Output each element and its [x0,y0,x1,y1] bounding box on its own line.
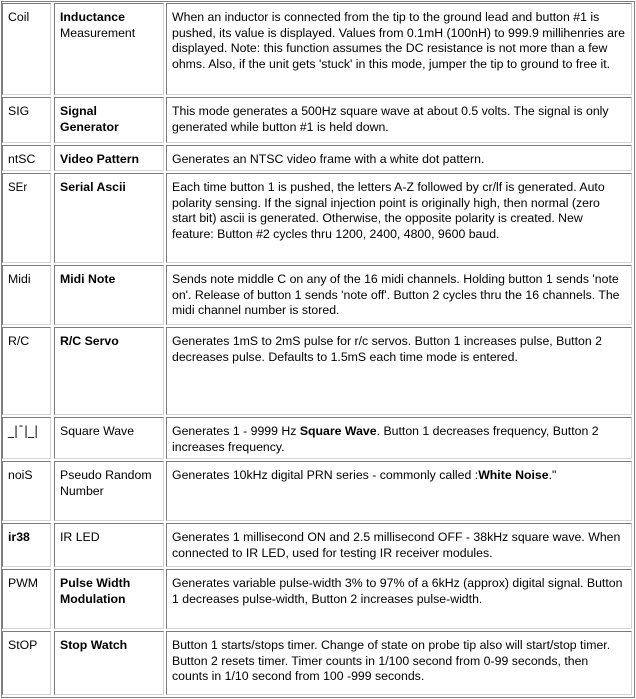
mode-code-cell [2,327,51,415]
mode-description-post: ." [548,468,557,482]
mode-description-cell [166,265,632,325]
mode-description: Generates an NTSC video frame with a white dot pattern. [172,152,485,166]
mode-description: Button 1 starts/stops timer. Change of state on probe tip also will start/stop timer. Button 2 resets timer. Timer counts in 1/100 second from 0-99 seconds, then counts in 1/10 second from 100 -999 seconds. [172,638,611,684]
mode-description-cell [166,523,632,567]
mode-code: PWM [8,576,39,590]
mode-code: StOP [8,638,38,652]
mode-description-cell [166,3,632,95]
mode-name: Pulse Width Modulation [60,576,131,606]
mode-description-pre: Generates 10kHz digital PRN series - commonly called : [172,468,479,482]
mode-code-cell [2,569,51,629]
mode-description-bold: Square Wave [299,424,377,438]
mode-name-cell [54,417,164,459]
mode-description: Generates 1mS to 2mS pulse for r/c servos. Button 1 increases pulse, Button 2 decreases pulse. Defaults to 1.5mS each time mode is entered. [172,334,602,364]
mode-name: Midi Note [60,272,116,286]
mode-description-cell [166,173,632,263]
mode-description: Generates variable pulse-width 3% to 97% of a 6kHz (approx) digital signal. Button 1 decreases pulse-width, Button 2 increases pulse-width. [172,576,623,606]
mode-code: ir38 [8,530,30,544]
mode-description-cell [166,145,632,171]
mode-code: Midi [8,272,31,286]
mode-name: R/C Servo [60,334,119,348]
mode-name-cell [54,265,164,325]
mode-description-cell [166,417,632,459]
mode-code-cell [2,461,51,521]
mode-description: This mode generates a 500Hz square wave at about 0.5 volts. The signal is only generated while button #1 is held down. [172,104,609,134]
mode-name: IR LED [60,530,100,544]
mode-code-cell [2,97,51,143]
mode-description-cell [166,569,632,629]
mode-code-cell [2,3,51,95]
mode-code: R/C [8,334,30,348]
mode-description: Each time button 1 is pushed, the letters A-Z followed by cr/lf is generated. Auto polarity sensing. If the signal injection point is originally high, then normal (zero start bit) ascii is generated. Otherwise, the opposite polarity is created. New feature: Button #2 cycles thru 1200, 2400, 4800, 9600 baud. [172,180,605,241]
mode-description-post: . Button 1 decreases frequency, Button 2 increases frequency. [172,424,599,454]
mode-code: Coil [8,10,30,24]
mode-description: Generates 1 millisecond ON and 2.5 millisecond OFF - 38kHz square wave. When connected to IR LED, used for testing IR receiver modules. [172,530,621,560]
mode-description-pre: Generates 1 - 9999 Hz [172,424,300,438]
mode-name: Serial Ascii [60,180,126,194]
mode-code: SEr [8,182,28,194]
mode-name: Inductance [60,10,125,24]
mode-name-cell [54,461,164,521]
mode-code-cell [2,523,51,567]
mode-description-cell [166,461,632,521]
mode-description-cell [166,97,632,143]
square-wave-glyph: _|¯|_| [8,424,39,438]
mode-name-cell [54,631,164,695]
mode-code-cell [2,145,51,171]
mode-description-cell [166,631,632,695]
mode-name-cell [54,3,164,95]
mode-description: When an inductor is connected from the tip to the ground lead and button #1 is pushed, its value is displayed. Values from 0.1mH (100nH) to 999.9 millihenries are displayed. Note: this function assumes the DC resistance is not more than a few ohms. Also, if the unit gets 'stuck' in this mode, jumper the tip to ground to free it. [172,10,625,71]
mode-code: ntSC [8,152,36,166]
mode-code-cell [2,631,51,695]
mode-name-cell [54,97,164,143]
mode-code: noiS [8,468,33,482]
mode-name-sub: Measurement [60,25,136,40]
mode-name-cell [54,327,164,415]
mode-code-cell [2,265,51,325]
mode-description: Sends note middle C on any of the 16 midi channels. Holding button 1 sends 'note on'. Release of button 1 sends 'note off'. Button 2 cycles thru the 16 channels. The midi channel number is stored. [172,272,620,318]
mode-name: Stop Watch [60,638,128,652]
mode-code-cell [2,173,51,263]
mode-description-bold: White Noise [478,468,549,482]
mode-name-cell [54,523,164,567]
mode-name: Signal Generator [60,104,119,134]
mode-name: Pseudo Random Number [60,468,152,498]
mode-name: Video Pattern [60,152,140,166]
mode-name: Square Wave [60,424,135,438]
mode-name-cell [54,569,164,629]
mode-name-cell [54,145,164,171]
mode-code: SIG [8,104,30,118]
mode-name-cell [54,173,164,263]
mode-code-cell [2,417,51,459]
mode-description-cell [166,327,632,415]
